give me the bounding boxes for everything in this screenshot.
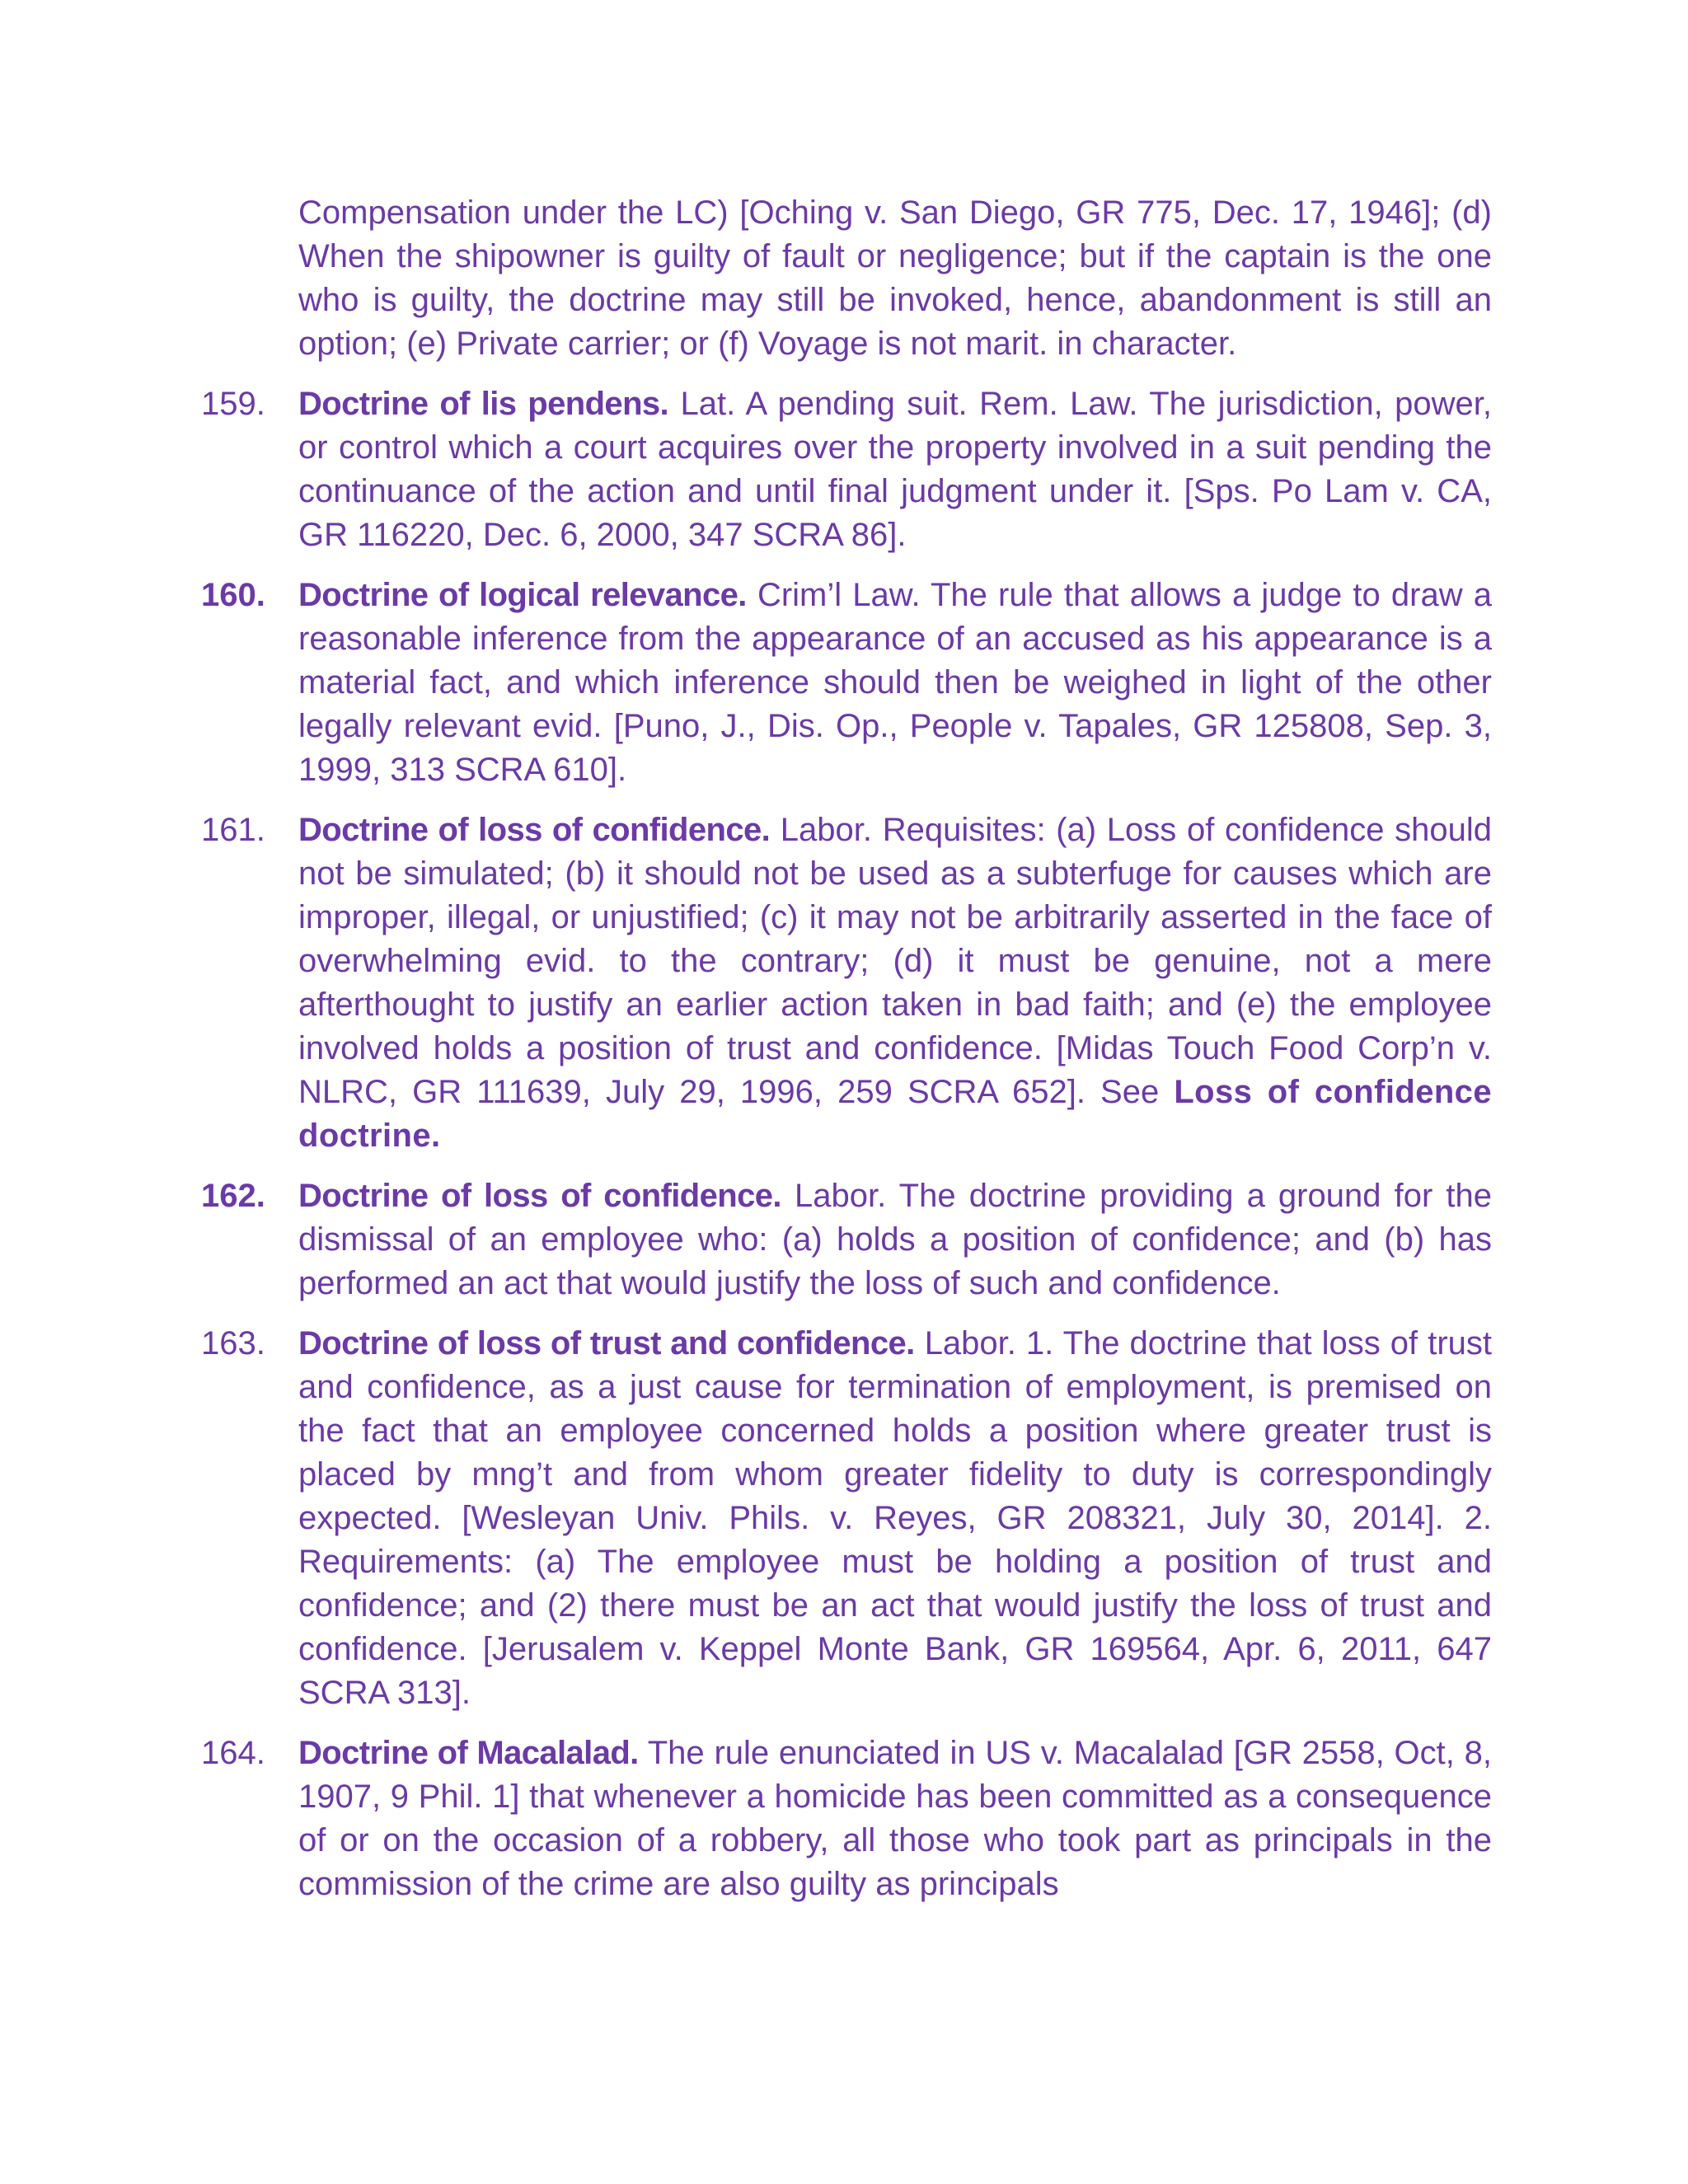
entry-term: Doctrine of loss of confidence. [298, 812, 771, 848]
entry-160 [201, 574, 1492, 792]
entry-term: Doctrine of Macalalad. [298, 1735, 639, 1771]
entry-number: 159. [201, 386, 265, 422]
entry-term: Doctrine of loss of confidence. [298, 1178, 781, 1214]
continued-entry-text: Compensation under the LC) [Oching v. San Diego, GR 775, Dec. 17, 1946]; (d) When the shipowner is guilty of fault or negligence; but if the captain is the one who is guilty, the doctrine may still be invoked, hence, abandonment is still an option; (e) Private carrier; or (f) Voyage is not marit. in character. [298, 194, 1492, 362]
entry-163 [201, 1322, 1492, 1715]
entry-body [298, 808, 1492, 1158]
entry-body [298, 1174, 1492, 1305]
entry-definition: The rule enunciated in US v. Macalalad [GR 2558, Oct, 8, 1907, 9 Phil. 1] that whenever a homicide has been committed as a consequence of or on the occasion of a robbery, all those who took part as principals in the commission of the crime are also guilty as principals [298, 1735, 1492, 1902]
entry-definition: Labor. 1. The doctrine that loss of trust and confidence, as a just cause for termination of employment, is premised on the fact that an employee concerned holds a position where greater trust is placed by mng’t and from whom greater fidelity to duty is correspondingly expected. [Wesleyan Univ. Phils. v. Reyes, GR 208321, July 30, 2014]. 2. Requirements: (a) The employee must be holding a position of trust and confidence; and (2) there must be an act that would justify the loss of trust and confidence. [Jerusalem v. Keppel Monte Bank, GR 169564, Apr. 6, 2011, 647 SCRA 313]. [298, 1325, 1492, 1711]
entry-159 [201, 382, 1492, 557]
entry-164 [201, 1732, 1492, 1906]
entry-definition: Labor. The doctrine providing a ground for the dismissal of an employee who: (a) holds a position of confidence; and (b) has performed an act that would justify the loss of such and confidence. [298, 1178, 1492, 1301]
entry-body [298, 1322, 1492, 1715]
entry-definition: Labor. Requisites: (a) Loss of confidence should not be simulated; (b) it should not be used as a subterfuge for causes which are improper, illegal, or unjustified; (c) it may not be arbitrarily asserted in the face of overwhelming evid. to the contrary; (d) it must be genuine, not a mere afterthought to justify an earlier action taken in bad faith; and (e) the employee involved holds a position of trust and confidence. [Midas Touch Food Corp’n v. NLRC, GR 111639, July 29, 1996, 259 SCRA 652]. See [298, 812, 1492, 1110]
entry-number: 163. [201, 1325, 265, 1361]
entry-161 [201, 808, 1492, 1158]
entry-definition: Crim’l Law. The rule that allows a judge to draw a reasonable inference from the appearance of an accused as his appearance is a material fact, and which inference should then be weighed in light of the other legally relevant evid. [Puno, J., Dis. Op., People v. Tapales, GR 125808, Sep. 3, 1999, 313 SCRA 610]. [298, 577, 1492, 788]
entry-number: 161. [201, 812, 265, 848]
entry-number: 160. [201, 577, 265, 613]
entry-definition: Lat. A pending suit. Rem. Law. The jurisdiction, power, or control which a court acquires over the property involved in a suit pending the continuance of the action and until final judgment under it. [Sps. Po Lam v. CA, GR 116220, Dec. 6, 2000, 347 SCRA 86]. [298, 386, 1492, 553]
entry-body [298, 382, 1492, 557]
entry-term: Doctrine of lis pendens. [298, 386, 669, 422]
entry-162 [201, 1174, 1492, 1305]
entry-term: Doctrine of loss of trust and confidence. [298, 1325, 915, 1361]
see-reference: Loss of confidence doctrine [298, 1074, 1492, 1154]
entry-number: 164. [201, 1735, 265, 1771]
see-reference-period: . [431, 1118, 441, 1154]
entry-body [298, 1732, 1492, 1906]
entry-term: Doctrine of logical relevance. [298, 577, 747, 613]
dictionary-text [201, 191, 1492, 1923]
entry-body [298, 574, 1492, 792]
entry-number: 162. [201, 1178, 265, 1214]
